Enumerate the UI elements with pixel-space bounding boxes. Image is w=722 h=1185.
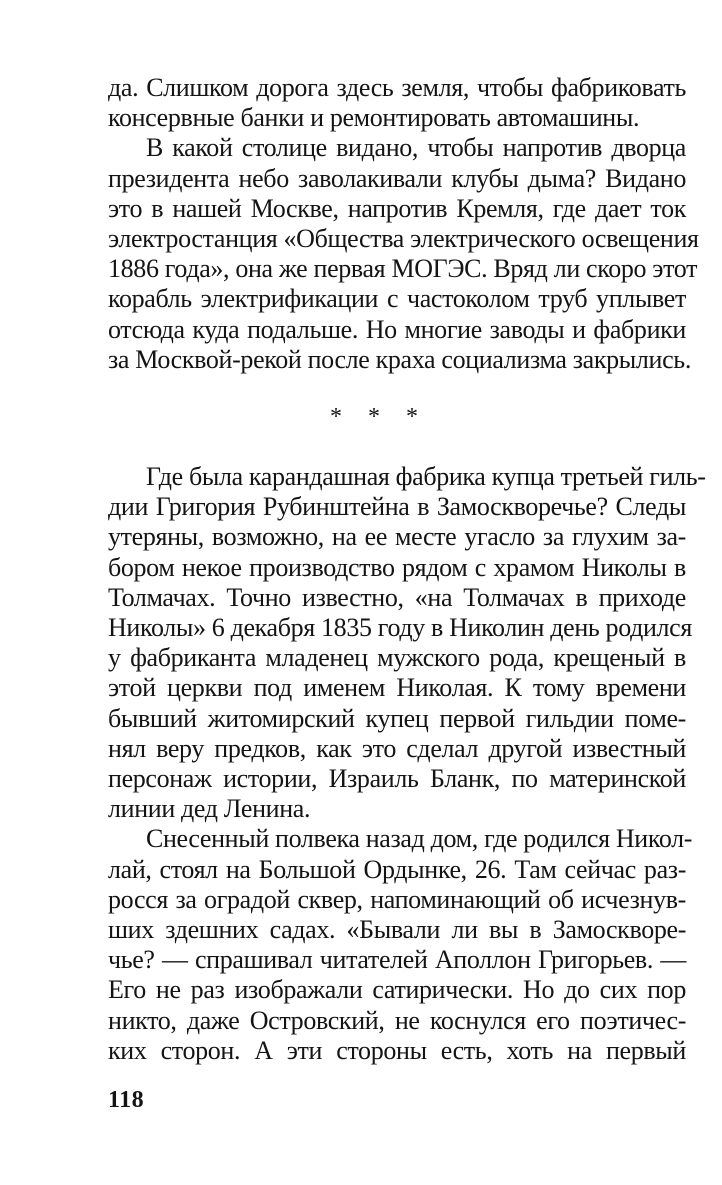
text-line: отсюда куда подальше. Но многие заводы и фабрики xyxy=(108,314,686,344)
text-line: дии Григория Рубинштейна в Замоскворечье? Следы xyxy=(108,492,686,522)
text-line: линии дед Ленина. xyxy=(108,794,311,824)
text-line: росся за оградой сквер, напоминающий об исчезнув- xyxy=(108,884,686,914)
section-separator: * * * xyxy=(330,404,428,430)
text-line: бывший житомирский купец первой гильдии поме- xyxy=(108,703,686,733)
text-block-bottom xyxy=(108,462,706,1066)
text-line: чье? — спрашивал читателей Аполлон Григорьев. — xyxy=(108,945,686,975)
text-line: Где была карандашная фабрика купца третьей гиль- xyxy=(146,462,706,491)
text-line: консервные банки и ремонтировать автомашины. xyxy=(108,103,640,133)
text-line: лай, стоял на Большой Ордынке, 26. Там сейчас раз- xyxy=(108,854,686,884)
text-line: электростанция «Общества электрического освещения xyxy=(108,224,699,254)
text-line: нял веру предков, как это сделал другой известный xyxy=(108,733,686,763)
text-line: президента небо заволакивали клубы дыма? Видано xyxy=(108,163,686,193)
text-line: 1886 года», она же первая МОГЭС. Вряд ли скоро этот xyxy=(108,254,698,284)
text-line: корабль электрификации с частоколом труб уплывет xyxy=(108,284,686,314)
text-line: ших здешних садах. «Бывали ли вы в Замоскворе- xyxy=(108,915,686,945)
text-line: ких сторон. А эти стороны есть, хоть на первый xyxy=(108,1035,686,1065)
text-line: никто, даже Островский, не коснулся его поэтичес- xyxy=(108,1005,686,1035)
text-line: Его не раз изображали сатирически. Но до сих пор xyxy=(108,975,686,1005)
text-line: за Москвой-рекой после краха социализма закрылись. xyxy=(108,344,691,374)
text-line: утеряны, возможно, на ее месте угасло за глухим за- xyxy=(108,522,686,552)
text-block-top xyxy=(108,73,699,375)
text-line: этой церкви под именем Николая. К тому времени xyxy=(108,673,686,703)
text-line: у фабриканта младенец мужского рода, крещеный в xyxy=(108,643,686,673)
text-line: это в нашей Москве, напротив Кремля, где дает ток xyxy=(108,193,686,223)
text-line: Николы» 6 декабря 1835 году в Николин день родился xyxy=(108,613,692,643)
text-line: Толмачах. Точно известно, «на Толмачах в приходе xyxy=(108,582,686,612)
text-line: бором некое производство рядом с храмом Николы в xyxy=(108,552,686,582)
page-number: 118 xyxy=(108,1087,145,1113)
text-line: В какой столице видано, чтобы напротив дворца xyxy=(146,133,686,163)
text-line: Снесенный полвека назад дом, где родился Никол- xyxy=(146,824,693,854)
text-line: персонаж истории, Израиль Бланк, по материнской xyxy=(108,764,686,794)
text-line: да. Слишком дорога здесь земля, чтобы фабриковать xyxy=(108,73,686,102)
